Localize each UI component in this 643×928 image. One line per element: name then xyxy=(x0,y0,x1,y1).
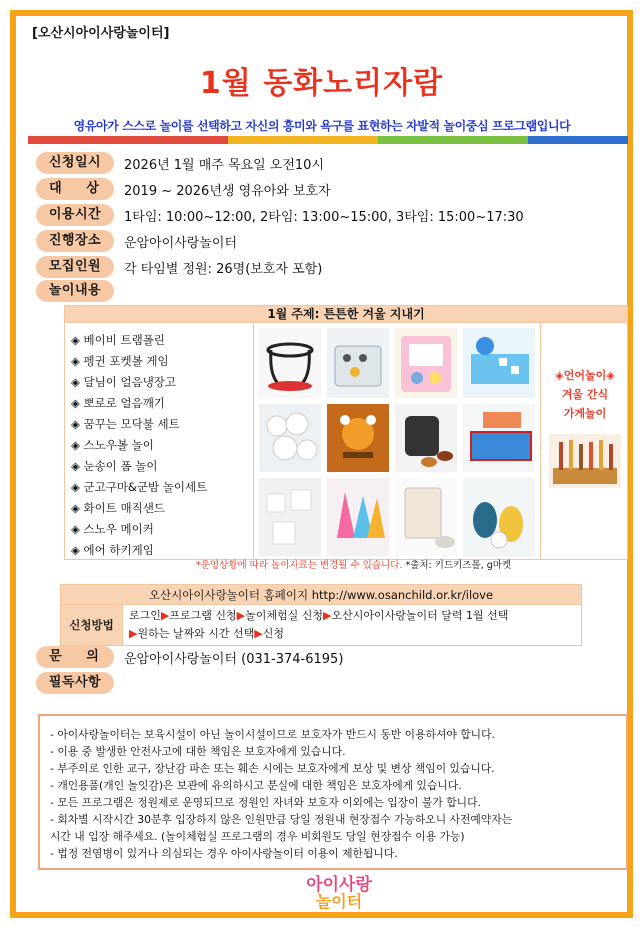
color-rule-green xyxy=(378,136,528,144)
org-header: [오산시아이사랑놀이터] xyxy=(32,26,170,41)
place-value: 운암아이사랑놀이터 xyxy=(124,235,238,251)
campfire-photo xyxy=(327,404,389,472)
ice-fridge-photo xyxy=(395,328,457,398)
column-divider xyxy=(540,323,541,559)
info-row-contact xyxy=(36,646,343,668)
color-rule-blue xyxy=(528,136,628,144)
note-item: - 부주의로 인한 교구, 장난감 파손 또는 훼손 시에는 보호자에게 보상 및 변상 책임이 있습니다. xyxy=(50,762,495,775)
play-content-box xyxy=(64,305,628,560)
info-row-time xyxy=(36,204,524,226)
sweet-potato-photo xyxy=(395,404,457,472)
apply-steps xyxy=(123,605,514,645)
apply-label: 신청방법 xyxy=(61,605,123,645)
snow-tool-photo xyxy=(463,478,535,556)
apply-step: 원하는 날짜와 시간 선택 xyxy=(137,627,255,640)
list-item: ◈ 달님이 얼음냉장고 xyxy=(71,375,177,389)
subtitle: 영유아가 스스로 놀이를 선택하고 자신의 흥미와 욕구를 표현하는 자발적 놀이중심 프로그램입니다 xyxy=(73,119,571,133)
apply-step: 신청 xyxy=(262,627,284,640)
arrow-icon: ▶ xyxy=(236,609,246,622)
list-item: ◈ 꿈꾸는 모닥불 세트 xyxy=(71,417,180,431)
playground-logo xyxy=(294,876,384,918)
snack-shop-photo xyxy=(549,434,621,488)
arrow-icon: ▶ xyxy=(129,627,138,640)
list-item: ◈ 스노우 메이커 xyxy=(71,522,154,536)
target-value: 2019 ~ 2026년생 영유아와 보호자 xyxy=(124,183,331,199)
trampoline-photo xyxy=(259,328,321,398)
language-play-title: ◈언어놀이◈ xyxy=(555,369,615,382)
play-label: 놀이내용 xyxy=(36,280,114,302)
language-play-line2: 가게놀이 xyxy=(563,407,607,420)
list-item: ◈ 화이트 매직샌드 xyxy=(71,501,165,515)
apply-step: 놀이체험실 신청 xyxy=(245,609,323,622)
color-rule-yellow xyxy=(228,136,378,144)
sand-bag-photo xyxy=(395,478,457,556)
air-hockey-photo xyxy=(463,404,535,472)
arrow-icon: ▶ xyxy=(322,609,332,622)
logo-line1: 아이사랑 xyxy=(306,875,372,895)
apply-table xyxy=(60,584,582,646)
column-divider xyxy=(253,323,254,559)
list-item: ◈ 뽀로로 얼음깨기 xyxy=(71,396,165,410)
color-rule-red xyxy=(28,136,228,144)
notes-box xyxy=(38,714,628,870)
info-row-play xyxy=(36,280,114,302)
apply-row xyxy=(61,605,581,645)
date-value: 2026년 1월 매주 목요일 오전10시 xyxy=(124,157,325,173)
info-row-place xyxy=(36,230,237,252)
note-item: - 이용 중 발생한 안전사고에 대한 책임은 보호자에게 있습니다. xyxy=(50,745,346,758)
arrow-icon: ▶ xyxy=(160,609,170,622)
list-item: ◈ 눈송이 폼 놀이 xyxy=(71,459,158,473)
flyer xyxy=(10,10,633,918)
info-row-capacity xyxy=(36,256,322,278)
info-row-target xyxy=(36,178,331,200)
toy-photo-grid xyxy=(259,328,535,556)
capacity-label: 모집인원 xyxy=(36,256,114,278)
note-item: - 법정 전염병이 있거나 의심되는 경우 아이사랑놀이터 이용이 제한됩니다. xyxy=(50,847,398,860)
date-label: 신청일시 xyxy=(36,152,114,174)
apply-step: 프로그램 신청 xyxy=(169,609,237,622)
source-credit: *출처: 키드키즈몰, g마켓 xyxy=(402,560,512,571)
apply-step: 오산시아이사랑놀이터 달력 1월 선택 xyxy=(331,609,509,622)
list-item: ◈ 군고구마&군밤 놀이세트 xyxy=(71,480,208,494)
must-read-label: 필독사항 xyxy=(36,672,114,694)
note-item: - 회차별 시작시간 30분후 입장하지 않은 인원만큼 당일 정원내 현장접수 가능하오니 사전예약자는 xyxy=(50,813,513,826)
homepage-link[interactable]: 오산시아이사랑놀이터 홈페이지 http://www.osanchild.or.kr/ilove xyxy=(61,585,581,605)
page-title: 1월 동화노리자람 xyxy=(199,66,444,101)
time-value: 1타임: 10:00~12:00, 2타임: 13:00~15:00, 3타임: 15:00~17:30 xyxy=(124,209,524,225)
apply-step: 로그인 xyxy=(129,609,161,622)
target-label: 대 상 xyxy=(36,178,114,200)
ice-break-photo xyxy=(463,328,535,398)
list-item: ◈ 베이비 트램폴린 xyxy=(71,333,165,347)
play-theme: 1월 주제: 튼튼한 겨울 지내기 xyxy=(65,306,627,323)
note-item: - 아이사랑놀이터는 보육시설이 아닌 놀이시설이므로 보호자가 반드시 동반 이용하셔야 합니다. xyxy=(50,728,495,741)
time-label: 이용시간 xyxy=(36,204,114,226)
penguin-pool-photo xyxy=(327,328,389,398)
arrow-icon: ▶ xyxy=(254,627,263,640)
language-play-line1: 겨울 간식 xyxy=(561,388,609,401)
list-item: ◈ 에어 하키게임 xyxy=(71,543,154,557)
logo-line2: 놀이터 xyxy=(315,892,363,911)
place-label: 진행장소 xyxy=(36,230,114,252)
note-item: - 모든 프로그램은 정원제로 운영되므로 정원인 자녀와 보호자 이외에는 입장이 불가 합니다. xyxy=(50,796,481,809)
snowball-photo xyxy=(259,404,321,472)
note-item: - 개인용품(개인 놀잇감)은 보관에 유의하시고 분실에 대한 책임은 보호자에게 있습니다. xyxy=(50,779,462,792)
play-item-list xyxy=(71,330,251,561)
notice-change: *운영상황에 따라 놀이자료는 변경될 수 있습니다. xyxy=(196,560,403,571)
magic-sand-photo xyxy=(259,478,321,556)
list-item: ◈ 펭귄 포켓볼 게임 xyxy=(71,354,169,368)
snow-maker-photo xyxy=(327,478,389,556)
info-row-must-read xyxy=(36,672,114,694)
capacity-value: 각 타임별 정원: 26명(보호자 포함) xyxy=(124,261,323,277)
toy-photos-image xyxy=(259,328,535,556)
list-item: ◈ 스노우볼 놀이 xyxy=(71,438,154,452)
note-item: 시간 내 입장 해주세요. (놀이체험실 프로그램의 경우 비회원도 당일 현장접수 이용 가능) xyxy=(50,830,465,843)
info-row-date xyxy=(36,152,324,174)
notice-text xyxy=(196,557,511,571)
contact-label: 문 의 xyxy=(36,646,114,668)
contact-value: 운암아이사랑놀이터 (031-374-6195) xyxy=(124,651,344,667)
language-play-note xyxy=(543,366,627,423)
